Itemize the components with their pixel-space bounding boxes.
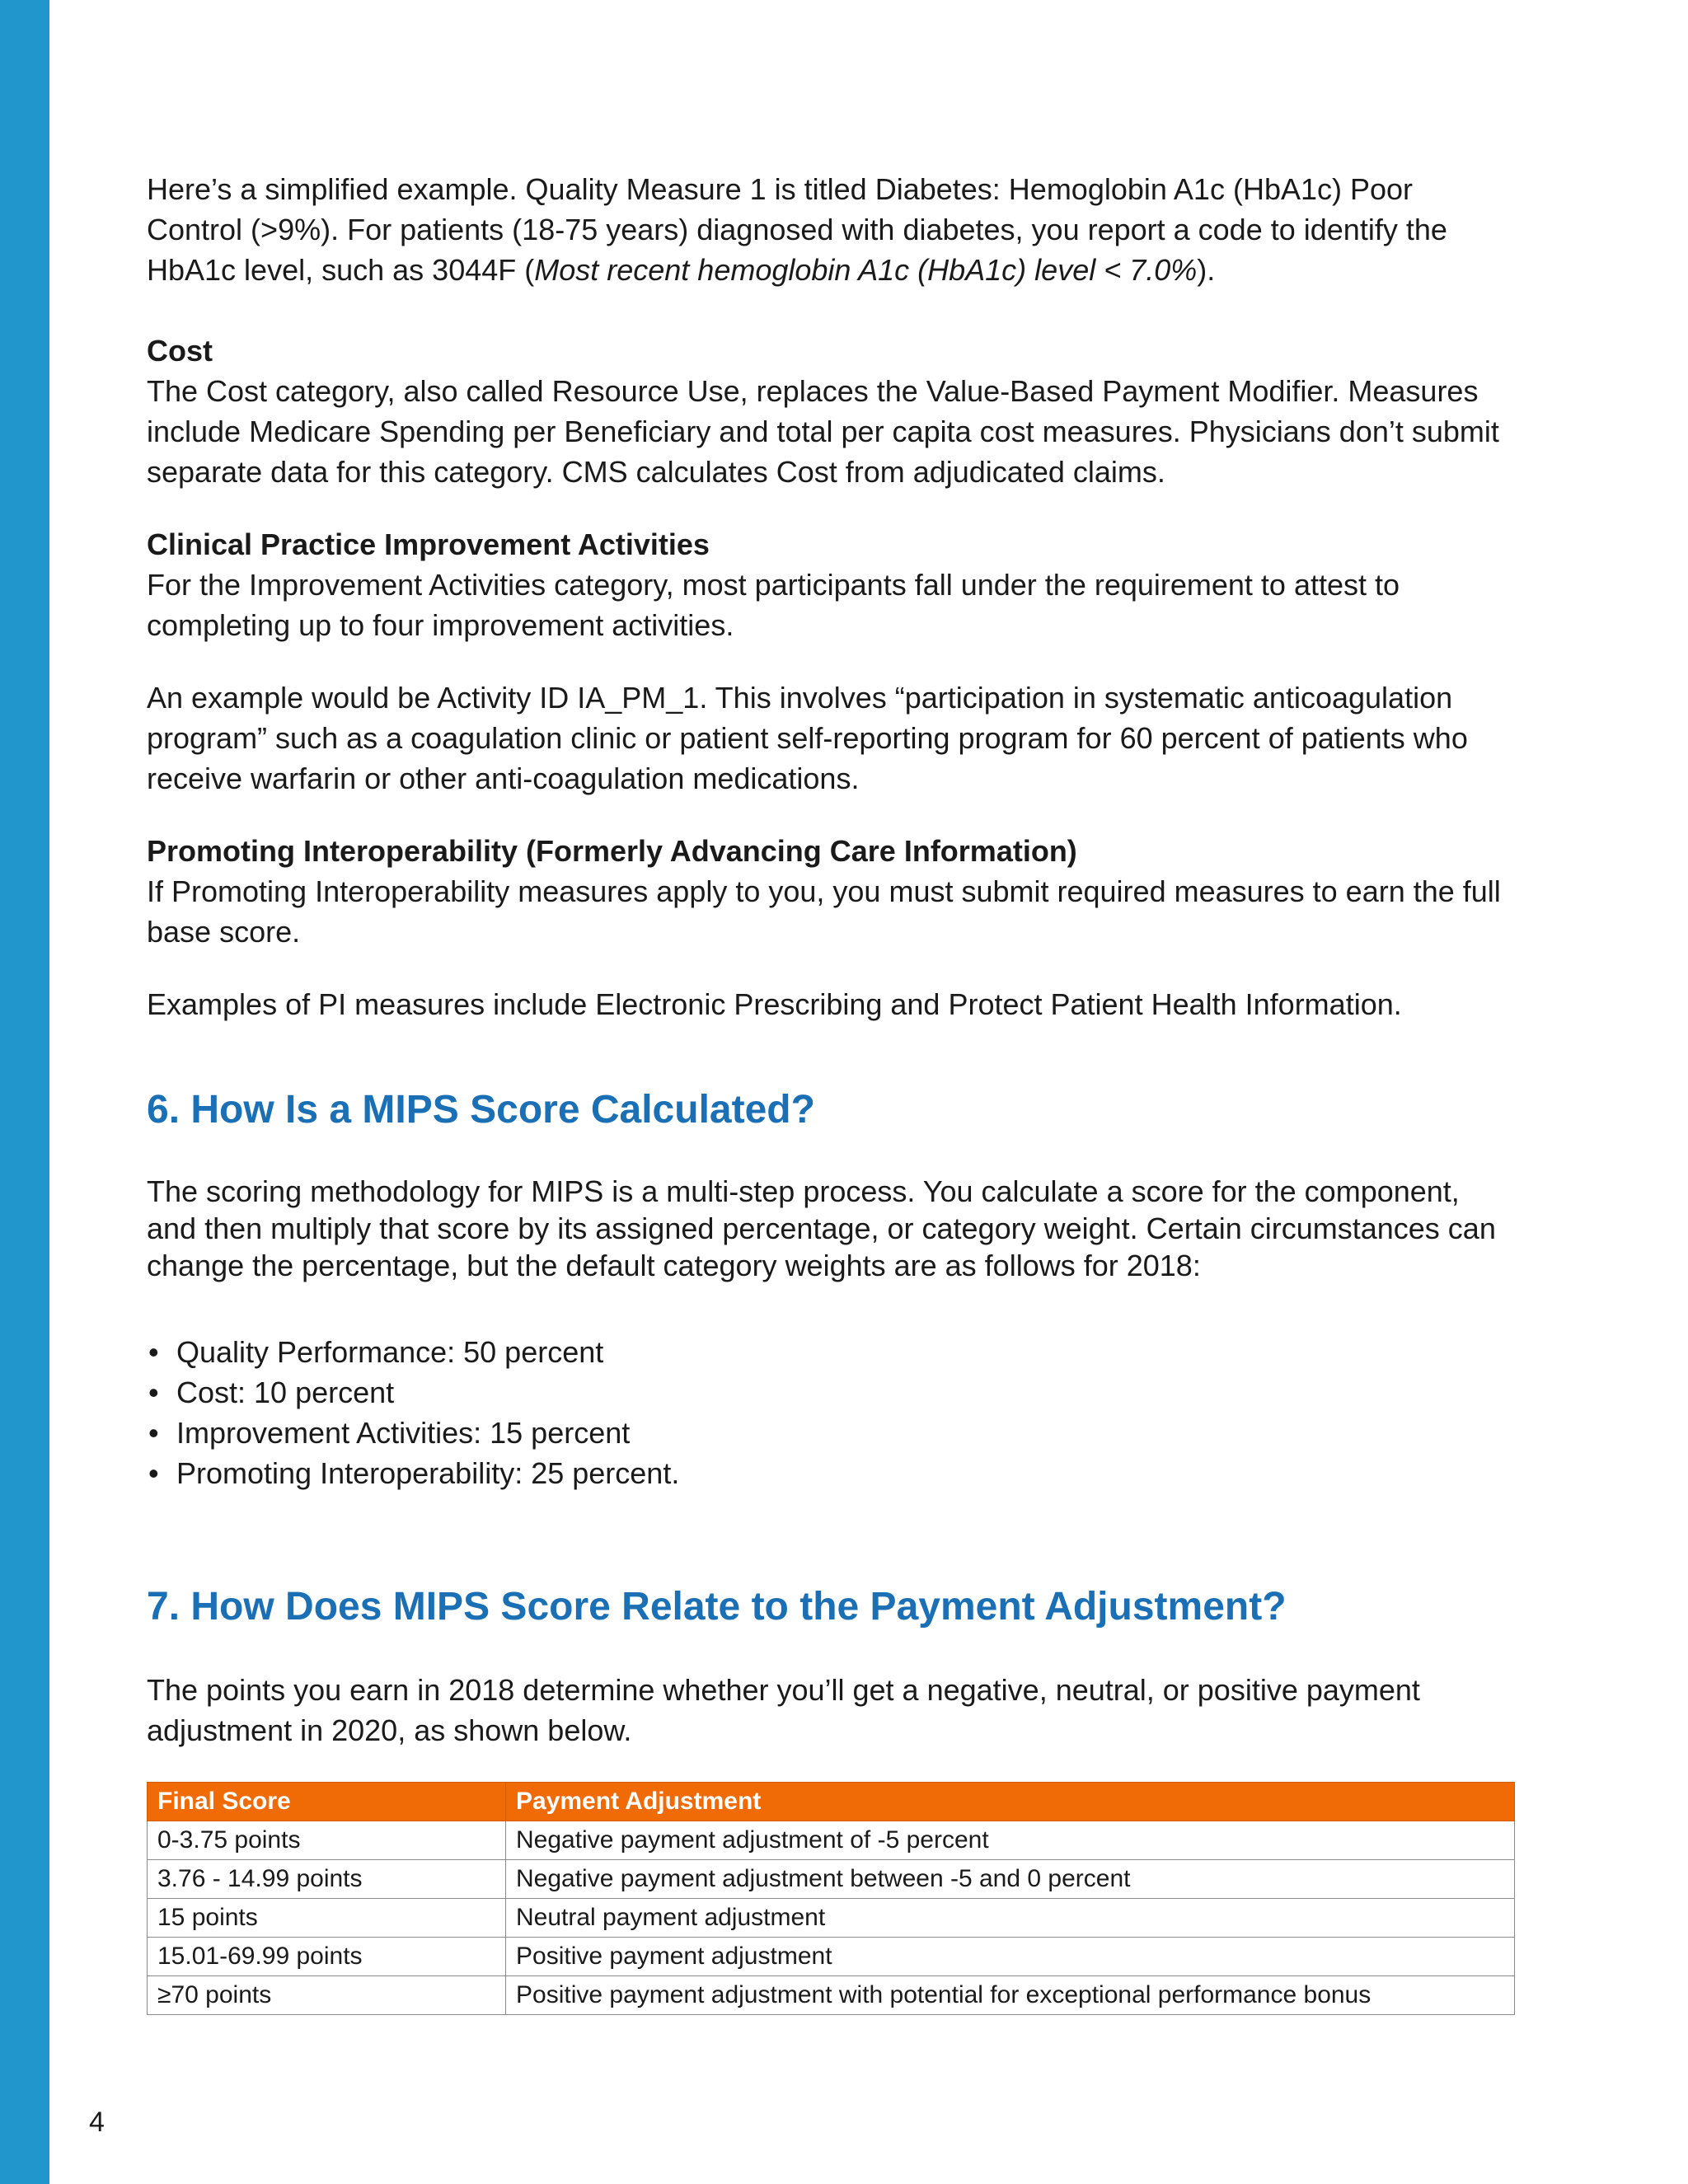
final-score-cell: 3.76 - 14.99 points	[148, 1860, 506, 1899]
pi-paragraph: If Promoting Interoperability measures apply to you, you must submit required measures to earn the full base score.	[147, 874, 1501, 949]
pi-heading: Promoting Interoperability (Formerly Advancing Care Information)	[147, 834, 1077, 868]
cpia-paragraph: For the Improvement Activities category, most participants fall under the requirement to attest to completing up to four improvement activities.	[147, 568, 1400, 642]
final-score-cell: 15 points	[148, 1899, 506, 1938]
intro-paragraph	[147, 169, 1515, 290]
section-6-paragraph: The scoring methodology for MIPS is a multi-step process. You calculate a score for the component, and then multiply that score by its assigned percentage, or category weight. Certain circumstances can change the percentage, but the default category weights are as follows for 2018:	[147, 1174, 1496, 1282]
payment-adjustment-cell: Negative payment adjustment of -5 percent	[506, 1821, 1515, 1860]
table-row	[148, 1899, 1515, 1938]
list-item-text: Improvement Activities: 15 percent	[176, 1416, 631, 1450]
cpia-example-paragraph: An example would be Activity ID IA_PM_1. This involves “participation in systematic anticoagulation program” such as a coagulation clinic or patient self-reporting program for 60 percent of patients who receive warfarin or other anti-coagulation medications.	[147, 681, 1468, 795]
list-item	[147, 1372, 1515, 1413]
list-item-text: Quality Performance: 50 percent	[176, 1335, 604, 1369]
table-row	[148, 1821, 1515, 1860]
category-weights-list	[147, 1332, 1515, 1493]
payment-adjustment-cell: Positive payment adjustment with potential for exceptional performance bonus	[506, 1976, 1515, 2015]
cpia-heading: Clinical Practice Improvement Activities	[147, 527, 710, 561]
intro-text-end: ).	[1197, 253, 1216, 287]
payment-adjustment-cell: Negative payment adjustment between -5 and 0 percent	[506, 1860, 1515, 1899]
final-score-cell: 15.01-69.99 points	[148, 1938, 506, 1976]
list-item-text: Promoting Interoperability: 25 percent.	[176, 1456, 680, 1490]
list-item	[147, 1332, 1515, 1372]
pi-example-paragraph: Examples of PI measures include Electronic Prescribing and Protect Patient Health Information.	[147, 987, 1402, 1021]
table-row	[148, 1860, 1515, 1899]
page-number: 4	[89, 2107, 105, 2138]
side-accent-bar	[0, 0, 49, 2184]
list-item	[147, 1413, 1515, 1453]
payment-adjustment-cell: Positive payment adjustment	[506, 1938, 1515, 1976]
final-score-cell: 0-3.75 points	[148, 1821, 506, 1860]
section-7-heading: 7. How Does MIPS Score Relate to the Payment Adjustment?	[147, 1585, 1287, 1629]
page-content	[147, 169, 1515, 2015]
payment-adjustment-cell: Neutral payment adjustment	[506, 1899, 1515, 1938]
table-header-row	[148, 1783, 1515, 1821]
column-header-payment-adjustment: Payment Adjustment	[506, 1783, 1515, 1821]
list-item-text: Cost: 10 percent	[176, 1376, 395, 1409]
column-header-final-score: Final Score	[148, 1783, 506, 1821]
intro-italic-text: Most recent hemoglobin A1c (HbA1c) level < 7.0%	[534, 253, 1198, 287]
section-6-heading: 6. How Is a MIPS Score Calculated?	[147, 1088, 815, 1132]
table-row	[148, 1976, 1515, 2015]
list-item	[147, 1453, 1515, 1493]
section-7-paragraph: The points you earn in 2018 determine whether you’ll get a negative, neutral, or positive payment adjustment in 2020, as shown below.	[147, 1673, 1420, 1747]
intro-text: Here’s a simplified example. Quality Measure 1 is titled Diabetes: Hemoglobin A1c (HbA1c) Poor Control (>9%). For patients (18-75 years) diagnosed with diabetes, you report a code to identify the HbA1c level, such as 3044F (	[147, 172, 1447, 287]
cost-heading: Cost	[147, 334, 213, 368]
payment-adjustment-table	[147, 1782, 1515, 2015]
bullet-icon: •	[148, 1456, 159, 1490]
bullet-icon: •	[148, 1416, 159, 1450]
table-row	[148, 1938, 1515, 1976]
bullet-icon: •	[148, 1335, 159, 1369]
final-score-cell: ≥70 points	[148, 1976, 506, 2015]
cost-paragraph: The Cost category, also called Resource Use, replaces the Value-Based Payment Modifier. Measures include Medicare Spending per Beneficiary and total per capita cost measures. Physicians don’t submit separate data for this category. CMS calculates Cost from adjudicated claims.	[147, 374, 1499, 489]
bullet-icon: •	[148, 1376, 159, 1409]
